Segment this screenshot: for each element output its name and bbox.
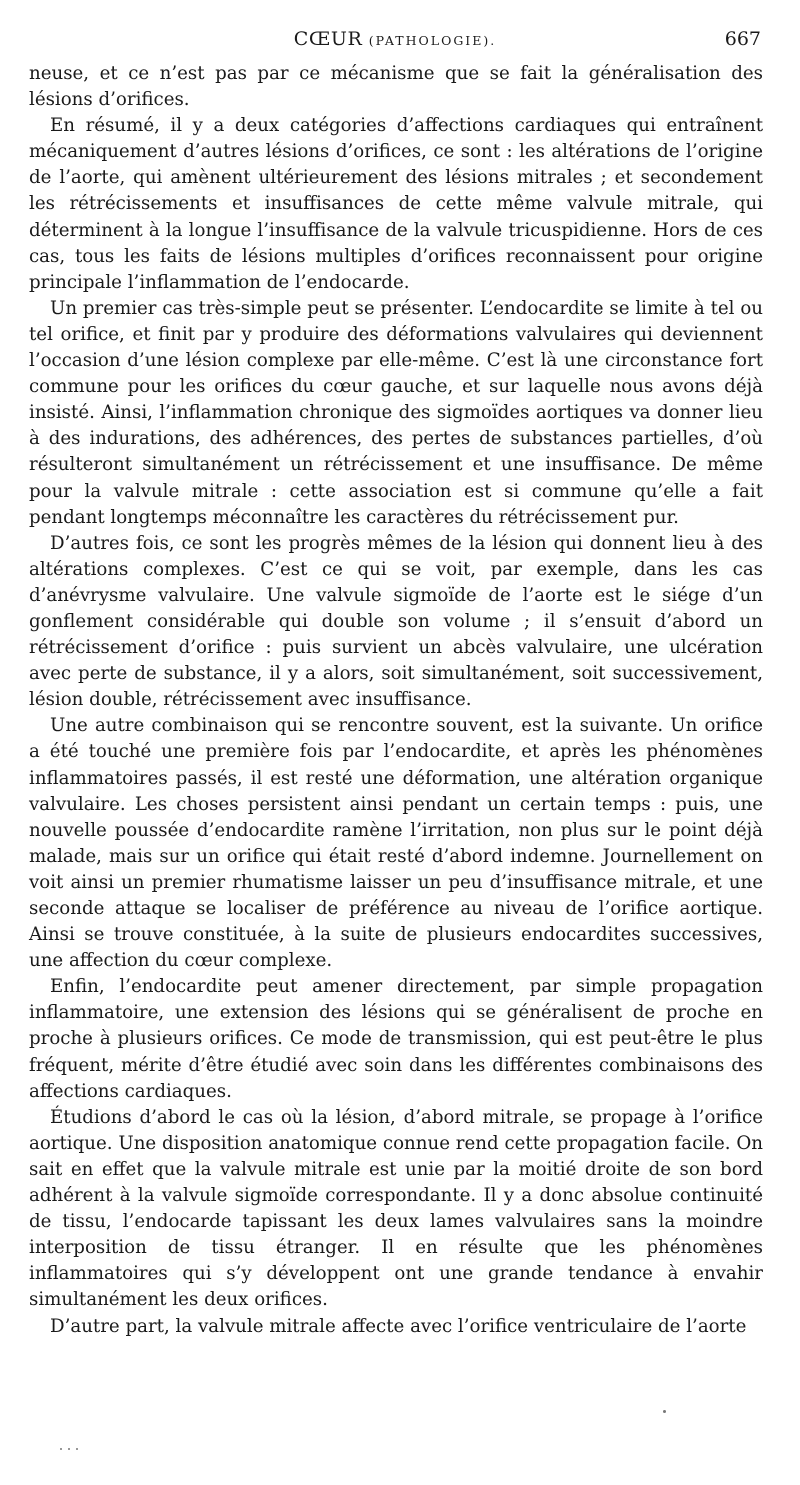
scan-speck [76,1448,78,1450]
paragraph: Étudions d’abord le cas où la lésion, d’abord mitrale, se propage à l’orifice aortique. Une disposition anatomique connue rend cette propagation facile. On sait en effet que la valvule mitrale est unie par la moitié droite de son bord adhérent à la valvule sigmoïde correspondante. Il y a donc absolue continuité de tissu, l’endocarde tapissant les deux lames valvulaires sans la moindre interposition de tissu étranger. Il en résulte que les phénomènes inflammatoires qui s’y développent ont une grande tendance à envahir simultanément les deux orifices. [29,1106,763,1311]
scan-speck [68,1448,70,1450]
paragraph: Une autre combinaison qui se rencontre souvent, est la suivante. Un orifice a été touché une première fois par l’endocardite, et après les phénomènes inflammatoires passés, il est resté une déformation, une altération organique valvulaire. Les choses persistent ainsi pendant un certain temps : puis, une nouvelle poussée d’endocardite ramène l’irritation, non plus sur le point déjà malade, mais sur un orifice qui était resté d’abord indemne. Journellement on voit ainsi un premier rhumatisme laisser un peu d’insuffisance mitrale, et une seconde attaque se localiser de préférence au niveau de l’orifice aortique. Ainsi se trouve constituée, à la suite de plusieurs endocardites successives, une affection du cœur complexe. [29,715,763,972]
scan-speck [663,1410,666,1413]
paragraph: neuse, et ce n’est pas par ce mécanisme que se fait la généralisation des lésions d’orifices. [29,63,763,111]
page-body [29,61,763,1340]
paragraph: D’autre part, la valvule mitrale affecte avec l’orifice ventriculaire de l’aorte [50,1315,747,1337]
scan-speck [60,1448,62,1450]
running-header [29,28,761,58]
paragraph: D’autres fois, ce sont les progrès mêmes de la lésion qui donnent lieu à des altérations complexes. C’est ce qui se voit, par exemple, dans les cas d’anévrysme valvulaire. Une valvule sigmoïde de l’aorte est le siége d’un gonflement considérable qui double son volume ; il s’ensuit d’abord un rétrécissement d’orifice : puis survient un abcès valvulaire, une ulcération avec perte de substance, il y a alors, soit simultanément, soit successivement, lésion double, rétrécissement avec insuffisance. [29,532,763,711]
paragraph: En résumé, il y a deux catégories d’affections cardiaques qui entraînent mécaniquement d’autres lésions d’orifices, ce sont : les altérations de l’origine de l’aorte, qui amènent ultérieurement des lésions mitrales ; et secondement les rétrécissements et insuffisances de cette même valvule mitrale, qui déterminent à la longue l’insuffisance de la valvule tricuspidienne. Hors de ces cas, tous les faits de lésions multiples d’orifices reconnaissent pour origine principale l’inflammation de l’endocarde. [29,115,763,293]
running-title [29,28,761,50]
paragraph: Enfin, l’endocardite peut amener directement, par simple propagation inflammatoire, une extension des lésions qui se généralisent de proche en proche à plusieurs orifices. Ce mode de transmission, qui est peut-être le plus fréquent, mérite d’être étudié avec soin dans les différentes combinaisons des affections cardiaques. [29,976,763,1102]
title-subtitle: (PATHOLOGIE). [368,33,497,48]
paragraph: Un premier cas très-simple peut se présenter. L’endocardite se limite à tel ou tel orifice, et finit par y produire des déformations valvulaires qui deviennent l’occasion d’une lésion complexe par elle-même. C’est là une circonstance fort commune pour les orifices du cœur gauche, et sur laquelle nous avons déjà insisté. Ainsi, l’inflammation chronique des sigmoïdes aortiques va donner lieu à des indurations, des adhérences, des pertes de substances partielles, d’où résulteront simultanément un rétrécissement et une insuffisance. De même pour la valvule mitrale : cette association est si commune qu’elle a fait pendant longtemps méconnaître les caractères du rétrécissement pur. [29,297,763,528]
title-main: CŒUR [293,28,363,50]
page-number: 667 [724,28,761,50]
